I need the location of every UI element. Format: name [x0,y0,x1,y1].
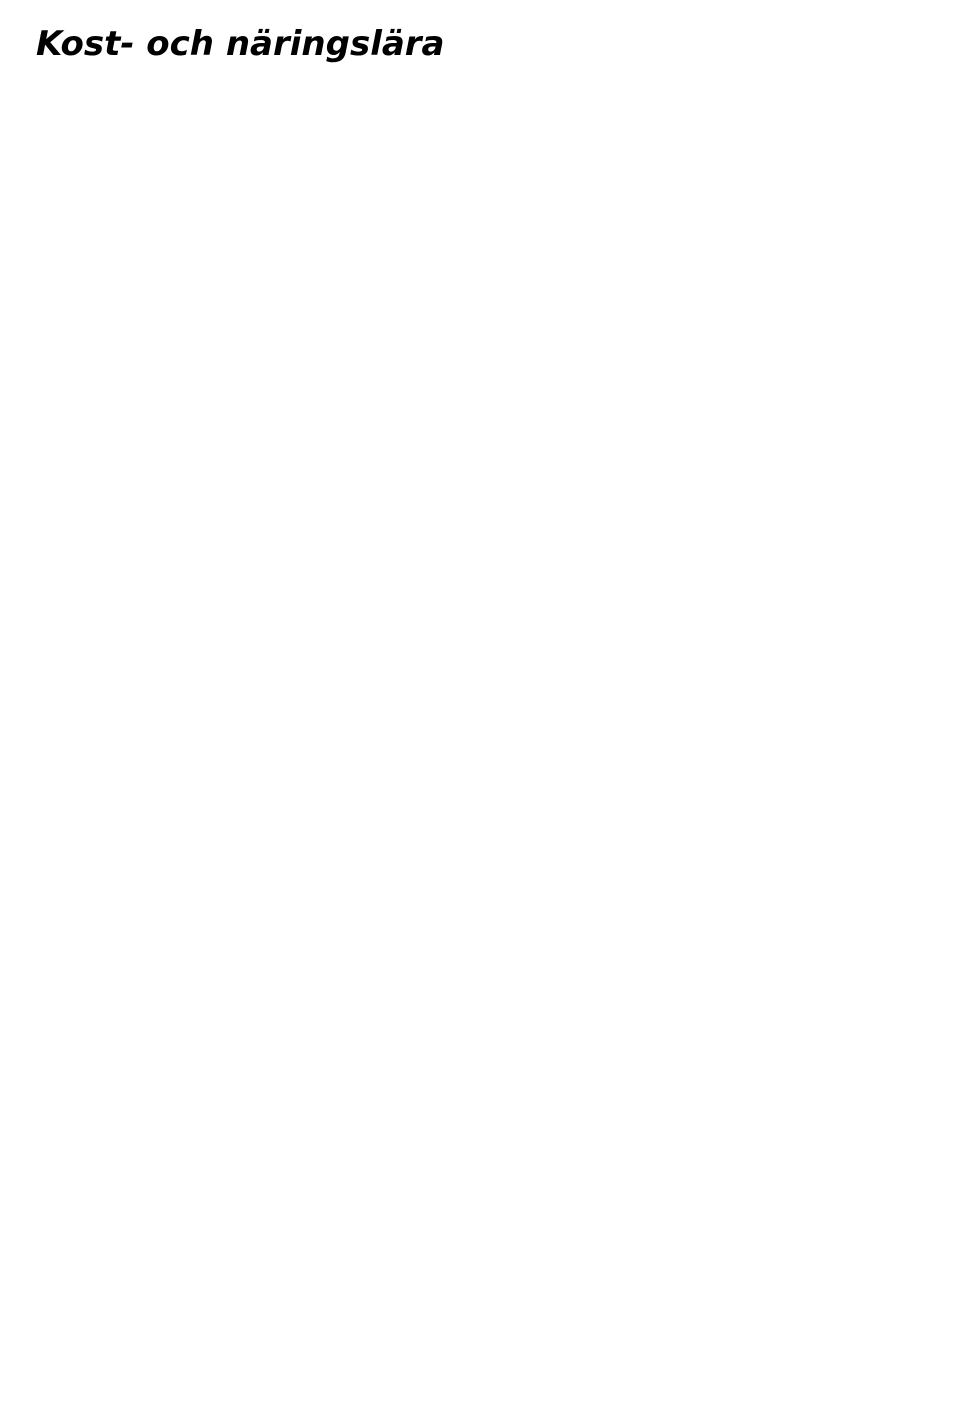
page-title: Kost- och näringslära [36,24,445,64]
